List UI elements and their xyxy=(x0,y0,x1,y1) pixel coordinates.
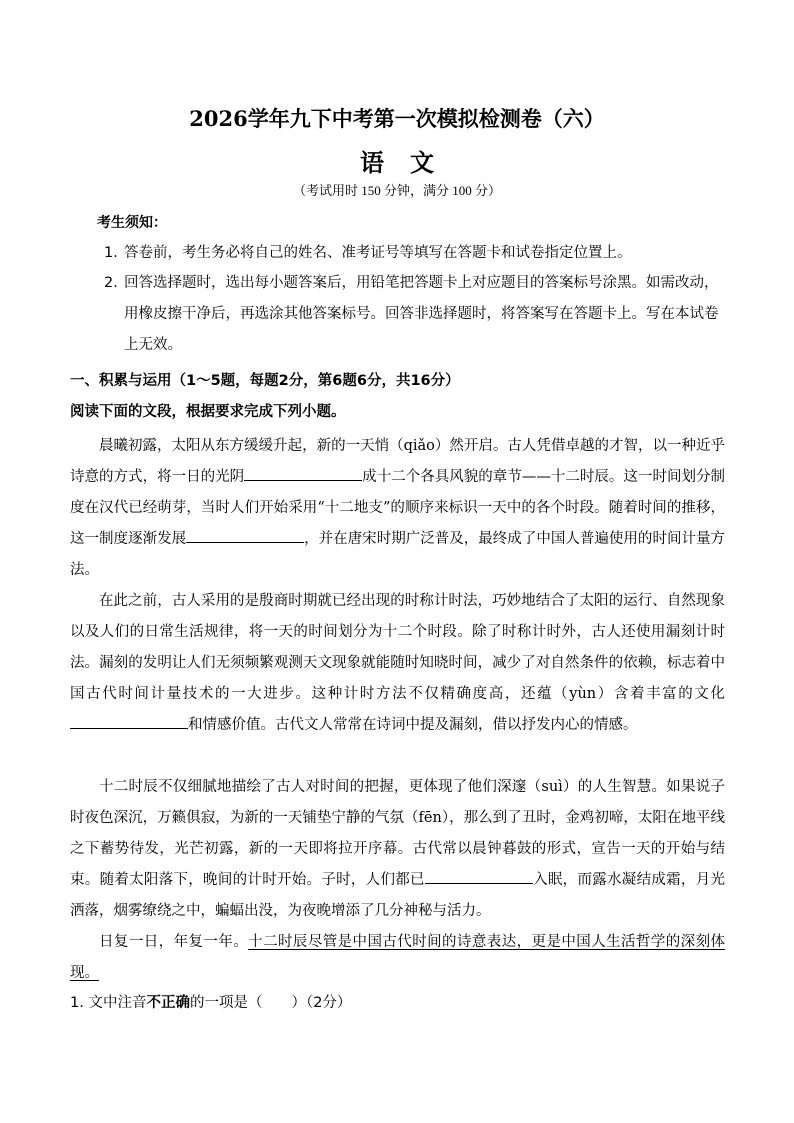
notice-item-number: 1． xyxy=(104,245,128,261)
question-emphasis: 不正确 xyxy=(146,995,190,1011)
reading-instruction: 阅读下面的文段，根据要求完成下列小题。 xyxy=(70,404,346,420)
passage-paragraph-3 xyxy=(70,772,725,927)
notice-item-text: 回答选择题时，选出每小题答案后，用铅笔把答题卡上对应题目的答案标号涂黑。如需改动，用橡皮擦干净后，再选涂其他答案标号。回答非选择题时，将答案写在答题卡上。写在本试卷上无效。 xyxy=(124,275,719,353)
paragraph-text: ，并在唐宋时期广泛普及，最终成了中国人普遍使用的时间计量方法。 xyxy=(70,531,725,578)
notice-item-text: 答卷前，考生务必将自己的姓名、准考证号等填写在答题卡和试卷指定位置上。 xyxy=(124,245,632,261)
paragraph-text: 成十二个各具风貌的章节——十二时辰。这一时间划分制度在汉代已经萌芽，当时人们开始采用“十二地支”的顺序来标识一天中的各个时段。随着时间的推移，这一制度逐渐发展 xyxy=(70,469,726,547)
paragraph-text: 和情感价值。古代文人常常在诗词中提及漏刻，借以抒发内心的情感。 xyxy=(188,717,638,733)
notice-item-1 xyxy=(104,238,724,269)
passage-paragraph-2 xyxy=(70,586,725,741)
paragraph-text: 在此之前，古人采用的是殷商时期就已经出现的时称计时法，巧妙地结合了太阳的运行、自然现象以及人们的日常生活规律，将一天的时间划分为十二个时段。除了时称计时外，古人还使用漏刻计时法。漏刻的发明让人们无须频繁观测天文现象就能随时知晓时间，减少了对自然条件的依赖，标志着中国古代时间计量技术的一大进步。这种计时方法不仅精确度高，还蕴（yùn）含着丰富的文化 xyxy=(70,593,725,702)
time-info: （考试用时 150 分钟，满分 100 分） xyxy=(292,183,501,198)
exam-title: 2026学年九下中考第一次模拟检测卷（六） xyxy=(189,106,605,131)
passage-paragraph-4 xyxy=(70,927,725,989)
paragraph-text: 晨曦初露，太阳从东方缓缓升起，新的一天悄（qiǎo）然开启。古人凭借卓越的才智，以一种近乎诗意的方式，将一日的光阴 xyxy=(70,438,725,485)
notice-item-2 xyxy=(104,268,724,361)
notice-heading: 考生须知： xyxy=(97,215,167,231)
paragraph-text: 十二时辰不仅细腻地描绘了古人对时间的把握，更体现了他们深邃（suì）的人生智慧。如果说子时夜色深沉，万籁俱寂，为新的一天铺垫宁静的气氛（fēn），那么到了丑时，金鸡初啼，太阳在地平线之下蓄势待发，光芒初露，新的一天即将拉开序幕。古代常以晨钟暮鼓的形式，宣告一天的开始与结束。随着太阳落下，晚间的计时开始。子时，人们都已 xyxy=(70,779,725,888)
answer-blank xyxy=(425,869,533,884)
section-heading: 一、积累与运用（1～5题，每题2分，第6题6分，共16分） xyxy=(70,373,460,389)
notice-item-number: 2． xyxy=(104,275,128,291)
answer-blank xyxy=(70,714,188,729)
question-text: 的一项是（ ）（2分） xyxy=(189,995,352,1011)
paragraph-text: 入眠，而露水凝结成霜，月光洒落，烟雾缭绕之中，蝙蝠出没，为夜晚增添了几分神秘与活力。 xyxy=(70,872,726,919)
question-text: 1. 文中注音 xyxy=(70,995,147,1011)
passage-paragraph-1 xyxy=(70,431,725,586)
subject-title: 语文 xyxy=(360,148,460,177)
question-1 xyxy=(70,991,351,1012)
underlined-sentence: 十二时辰尽管是中国古代时间的诗意表达，更是中国人生活哲学的深刻体现。 xyxy=(70,934,726,981)
answer-blank xyxy=(186,528,304,543)
paragraph-text: 日复一日，年复一年。 xyxy=(99,934,249,950)
answer-blank xyxy=(244,466,362,481)
